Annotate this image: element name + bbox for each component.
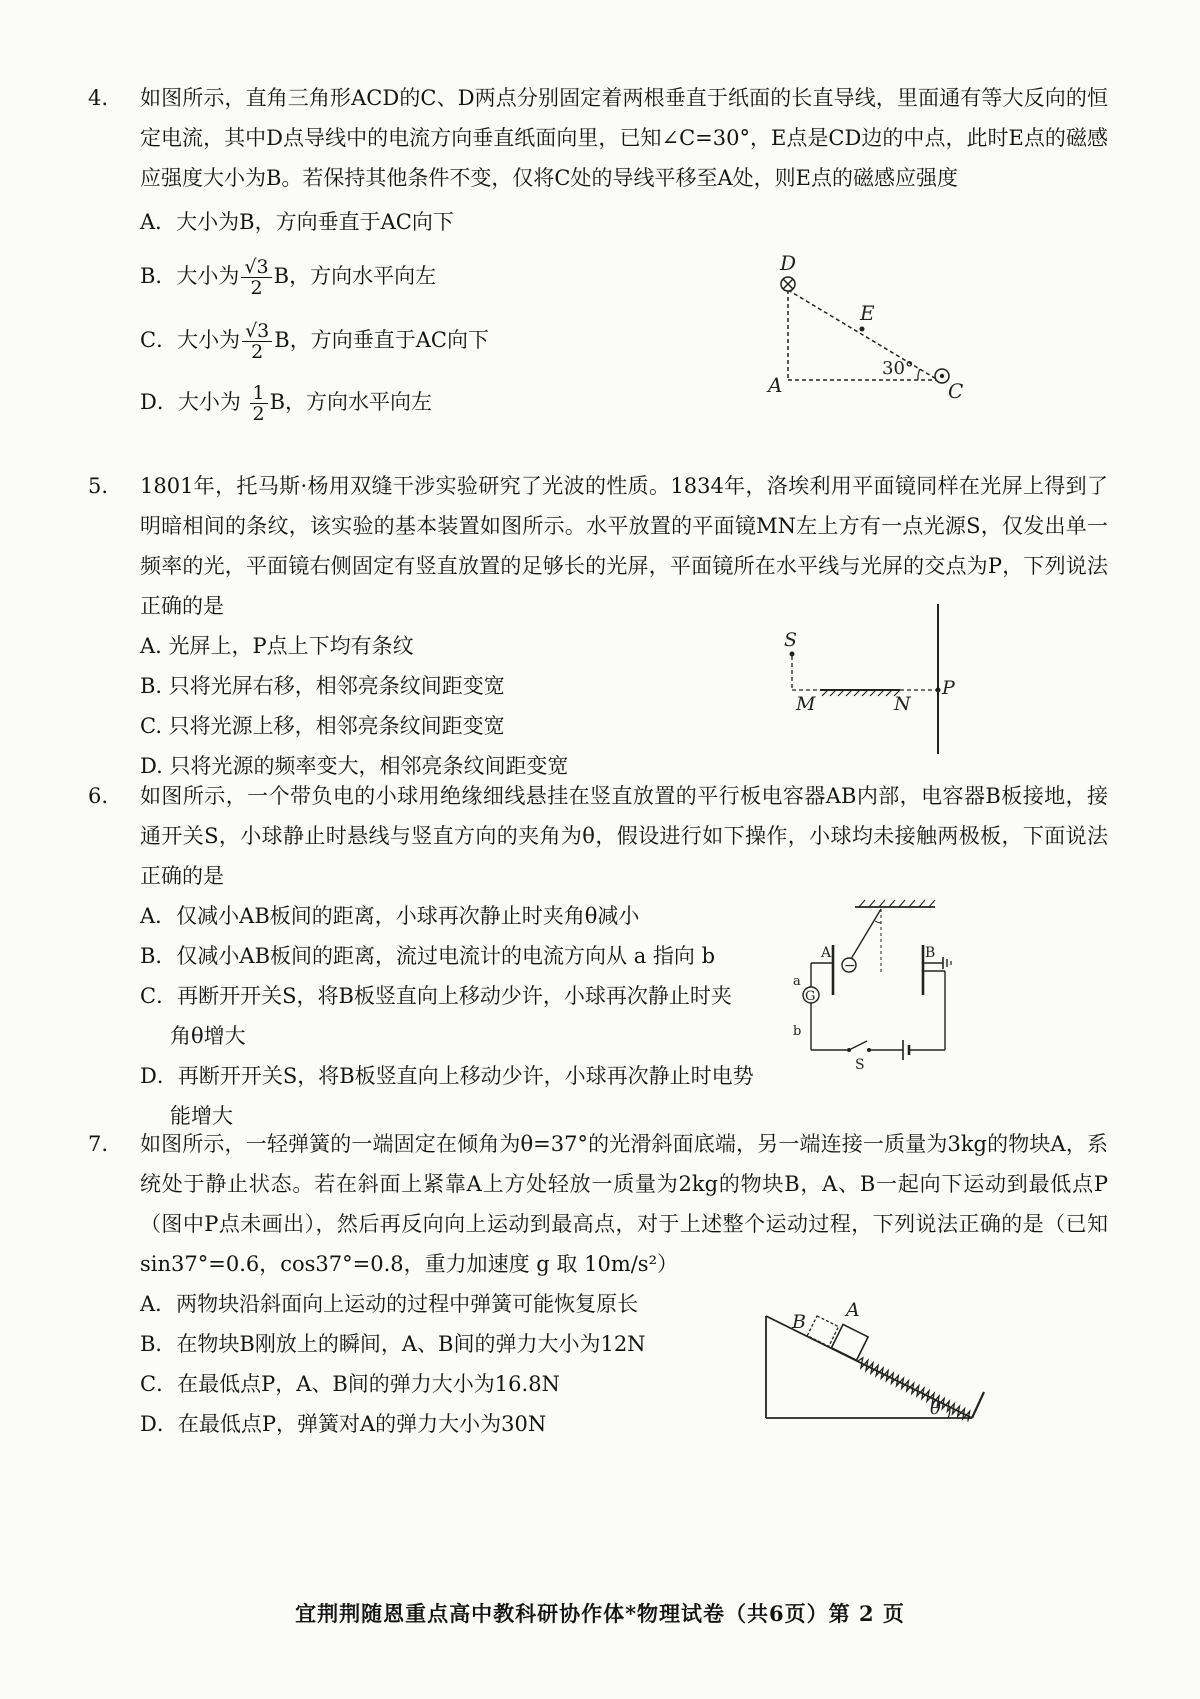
question-number: 7. bbox=[88, 1132, 109, 1156]
option-c-prefix: C．大小为 bbox=[140, 328, 241, 352]
one-half-fraction bbox=[250, 383, 268, 424]
label-block-b: B bbox=[792, 1311, 806, 1333]
ball-charge-minus: − bbox=[844, 958, 856, 974]
question-number: 5. bbox=[88, 474, 109, 498]
option-d-line-1: D．再断开开关S，将B板竖直向上移动少许，小球再次静止时电势 bbox=[140, 1064, 754, 1088]
label-a-terminal: a bbox=[793, 974, 801, 989]
capacitor-circuit-figure bbox=[785, 895, 975, 1073]
fraction-numerator: 1 bbox=[250, 383, 268, 404]
angle-label: 30° bbox=[882, 358, 914, 379]
label-block-a: A bbox=[846, 1299, 860, 1321]
label-p: P bbox=[942, 677, 955, 699]
option-a: A．大小为B，方向垂直于AC向下 bbox=[140, 210, 454, 234]
option-d: D．在最低点P，弹簧对A的弹力大小为30N bbox=[140, 1412, 547, 1436]
option-b: B．在物块B刚放上的瞬间，A、B间的弹力大小为12N bbox=[140, 1332, 646, 1356]
angle-arc bbox=[918, 369, 920, 380]
option-b-suffix: B，方向水平向左 bbox=[273, 264, 437, 288]
question-number: 6. bbox=[88, 784, 109, 808]
wall-stop bbox=[972, 1392, 984, 1418]
theta-arc bbox=[875, 921, 881, 923]
lloyds-mirror-figure bbox=[770, 598, 990, 758]
label-b-terminal: b bbox=[793, 1024, 802, 1039]
option-d-line-2: 能增大 bbox=[170, 1104, 233, 1128]
question-stem: 如图所示，直角三角形ACD的C、D两点分别固定着两根垂直于纸面的长直导线，里面通有等大反向的恒定电流，其中D点导线中的电流方向垂直纸面向里，已知∠C=30°，E点是CD边的中点，此时E点的磁感应强度大小为B。若保持其他条件不变，仅将C处的导线平移至A处，则E点的磁感应强度 bbox=[140, 86, 1108, 190]
label-switch-s: S bbox=[855, 1057, 865, 1073]
triangle-acd-figure bbox=[768, 251, 990, 432]
fraction-denominator: 2 bbox=[252, 403, 265, 425]
label-c: C bbox=[948, 379, 964, 403]
label-d: D bbox=[780, 251, 797, 275]
option-b: B. 只将光屏右移，相邻亮条纹间距变宽 bbox=[140, 674, 505, 698]
incline-spring-figure bbox=[758, 1299, 998, 1432]
label-plate-b: B bbox=[925, 945, 936, 961]
ceiling-hatching bbox=[859, 900, 935, 907]
label-s: S bbox=[784, 629, 798, 651]
switch-s-icon bbox=[849, 1041, 867, 1050]
light-source-s bbox=[790, 652, 795, 657]
option-d-suffix: B，方向水平向左 bbox=[269, 390, 433, 414]
sqrt3-over-2-fraction bbox=[241, 257, 271, 298]
suspension-thread bbox=[851, 909, 881, 959]
label-plate-a: A bbox=[821, 945, 832, 961]
label-e: E bbox=[860, 301, 875, 325]
question-stem: 如图所示，一个带负电的小球用绝缘细线悬挂在竖直放置的平行板电容器AB内部，电容器B板接地，接通开关S，小球静止时悬线与竖直方向的夹角为θ，假设进行如下操作，小球均未接触两极板，下面说法正确的是 bbox=[140, 784, 1108, 888]
option-c-suffix: B，方向垂直于AC向下 bbox=[274, 328, 489, 352]
option-b-prefix: B．大小为 bbox=[140, 264, 240, 288]
question-stem: 1801年，托马斯·杨用双缝干涉实验研究了光波的性质。1834年，洛埃利用平面镜同样在光屏上得到了明暗相间的条纹，该实验的基本装置如图所示。水平放置的平面镜MN左上方有一点光源S，仅发出单一频率的光，平面镜右侧固定有竖直放置的足够长的光屏，平面镜所在水平线与光屏的交点为P，下列说法正确的是 bbox=[140, 474, 1108, 618]
option-d-prefix: D．大小为 bbox=[140, 390, 248, 414]
point-e bbox=[860, 327, 865, 332]
page-footer: 宜荆荆随恩重点高中教科研协作体*物理试卷（共6页）第 2 页 bbox=[295, 1601, 905, 1626]
label-n: N bbox=[894, 693, 911, 715]
option-a: A．仅减小AB板间的距离，小球再次静止时夹角θ减小 bbox=[140, 904, 640, 928]
galvanometer-label: G bbox=[805, 989, 816, 1004]
option-b: B．仅减小AB板间的距离，流过电流计的电流方向从 a 指向 b bbox=[140, 944, 716, 968]
dot-center bbox=[940, 374, 944, 378]
question-stem: 如图所示，一轻弹簧的一端固定在倾角为θ=37°的光滑斜面底端，另一端连接一质量为3kg的物块A，系统处于静止状态。若在斜面上紧靠A上方处轻放一质量为2kg的物块B，A、B一起向下运动到最低点P（图中P点未画出），然后再反向向上运动到最高点，对于上述整个运动过程，下列说法正确的是（已知 sin37°=0.6，cos37°=0.8，重力加速度 g 取 10m/s²） bbox=[140, 1132, 1108, 1276]
point-p bbox=[936, 688, 941, 693]
label-m: M bbox=[796, 693, 816, 715]
sqrt3-over-2-fraction bbox=[242, 321, 272, 362]
fraction-numerator: √3 bbox=[242, 321, 272, 342]
option-c-line-2: 角θ增大 bbox=[170, 1024, 246, 1048]
option-a: A．两物块沿斜面向上运动的过程中弹簧可能恢复原长 bbox=[140, 1292, 639, 1316]
label-a: A bbox=[768, 373, 783, 397]
option-c: C．在最低点P，A、B间的弹力大小为16.8N bbox=[140, 1372, 560, 1396]
fraction-numerator: √3 bbox=[241, 257, 271, 278]
fraction-denominator: 2 bbox=[251, 341, 264, 363]
option-c: C. 只将光源上移，相邻亮条纹间距变宽 bbox=[140, 714, 505, 738]
option-c bbox=[140, 976, 780, 1056]
option-c-line-1: C．再断开开关S，将B板竖直向上移动少许，小球再次静止时夹 bbox=[140, 984, 732, 1008]
fraction-denominator: 2 bbox=[250, 277, 263, 299]
question-number: 4. bbox=[88, 86, 109, 110]
label-theta: θ bbox=[930, 1398, 941, 1419]
option-d: D. 只将光源的频率变大，相邻亮条纹间距变宽 bbox=[140, 754, 569, 778]
option-a: A. 光屏上，P点上下均有条纹 bbox=[140, 634, 414, 658]
